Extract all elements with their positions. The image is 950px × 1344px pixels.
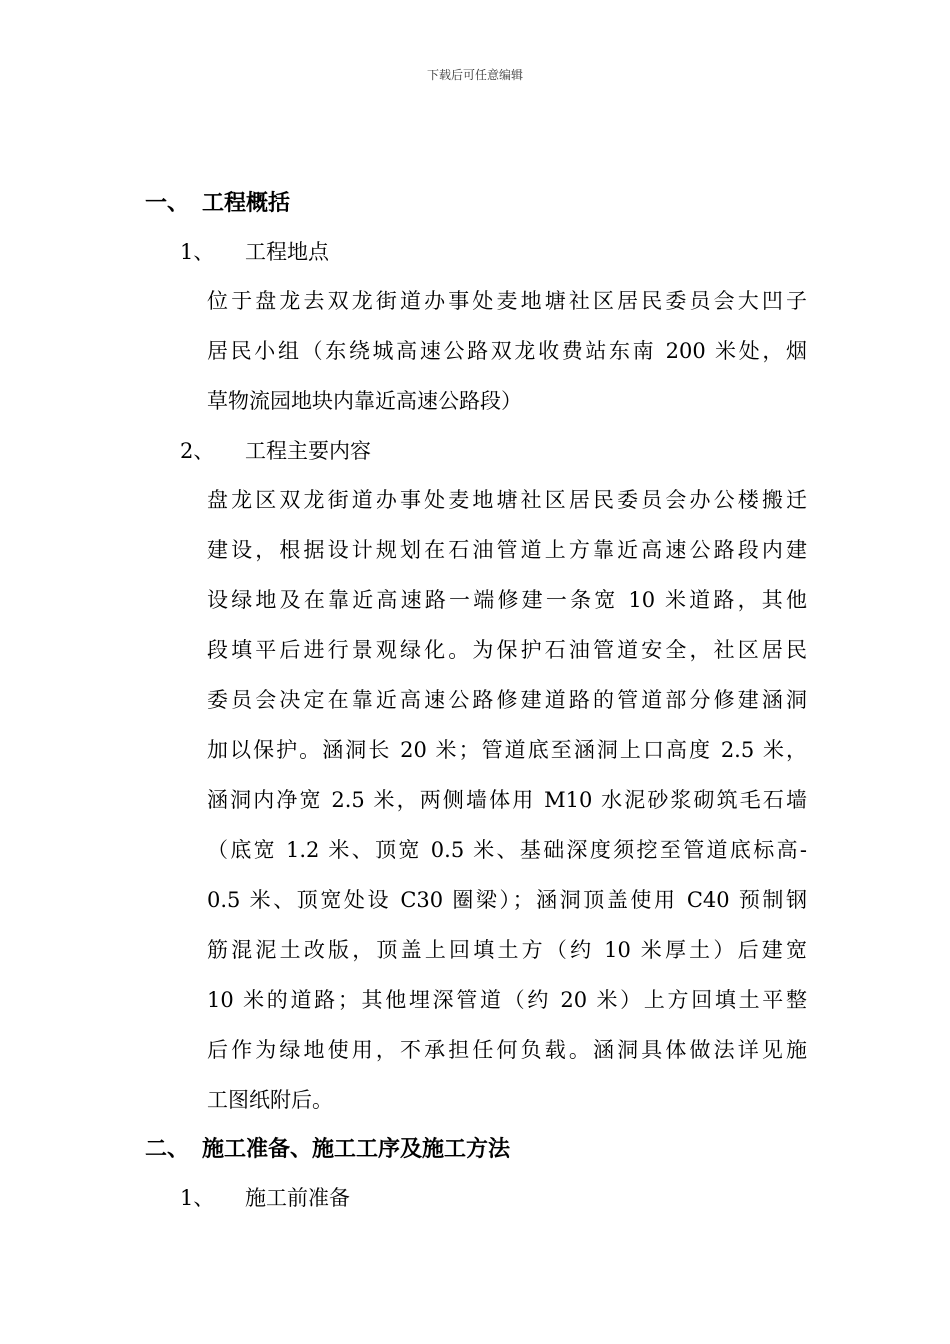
- section-heading-1: [145, 186, 290, 217]
- paragraph-line: 建设，根据设计规划在石油管道上方靠近高速公路段内建: [207, 538, 807, 562]
- subsection-heading-1-2: [180, 435, 371, 465]
- paragraph-line: 涵洞内净宽 2.5 米，两侧墙体用 M10 水泥砂浆砌筑毛石墙: [207, 788, 807, 812]
- subsection-heading-1-1: [180, 236, 329, 266]
- paragraph-line: 后作为绿地使用，不承担任何负载。涵洞具体做法详见施: [207, 1038, 807, 1062]
- paragraph-line: 0.5 米、顶宽处设 C30 圈梁）；涵洞顶盖使用 C40 预制钢: [207, 888, 807, 912]
- paragraph-line: 加以保护。涵洞长 20 米；管道底至涵洞上口高度 2.5 米，: [207, 738, 807, 762]
- paragraph-main-content: [207, 475, 807, 1125]
- subsection-title: 工程主要内容: [245, 439, 371, 463]
- paragraph-line: 筋混泥土改版，顶盖上回填土方（约 10 米厚土）后建宽: [207, 938, 807, 962]
- paragraph-line: 位于盘龙去双龙街道办事处麦地塘社区居民委员会大凹子: [207, 289, 807, 313]
- paragraph-line: 工图纸附后。: [207, 1088, 333, 1112]
- paragraph-line: 10 米的道路；其他埋深管道（约 20 米）上方回填土平整: [207, 988, 807, 1012]
- paragraph-line: 居民小组（东绕城高速公路双龙收费站东南 200 米处，烟: [207, 339, 807, 363]
- paragraph-line: 委员会决定在靠近高速公路修建道路的管道部分修建涵洞: [207, 688, 807, 712]
- paragraph-line: 段填平后进行景观绿化。为保护石油管道安全，社区居民: [207, 638, 807, 662]
- section-heading-2: [145, 1132, 510, 1163]
- section-title: 工程概括: [202, 190, 291, 216]
- subsection-title: 工程地点: [245, 240, 329, 264]
- paragraph-line: 盘龙区双龙街道办事处麦地塘社区居民委员会办公楼搬迁: [207, 488, 807, 512]
- section-number: 二、: [145, 1136, 190, 1162]
- subsection-number: 2、: [180, 439, 215, 463]
- section-title: 施工准备、施工工序及施工方法: [202, 1136, 511, 1162]
- subsection-number: 1、: [180, 1186, 215, 1210]
- subsection-title: 施工前准备: [245, 1186, 350, 1210]
- paragraph-line: 草物流园地块内靠近高速公路段）: [207, 389, 522, 413]
- paragraph-project-location: [207, 276, 807, 426]
- subsection-number: 1、: [180, 240, 215, 264]
- paragraph-line: （底宽 1.2 米、顶宽 0.5 米、基础深度须挖至管道底标高-: [207, 838, 807, 862]
- subsection-heading-2-1: [180, 1182, 350, 1212]
- page-header: 下载后可任意编辑: [426, 68, 523, 82]
- paragraph-line: 设绿地及在靠近高速路一端修建一条宽 10 米道路，其他: [207, 588, 807, 612]
- section-number: 一、: [145, 190, 190, 216]
